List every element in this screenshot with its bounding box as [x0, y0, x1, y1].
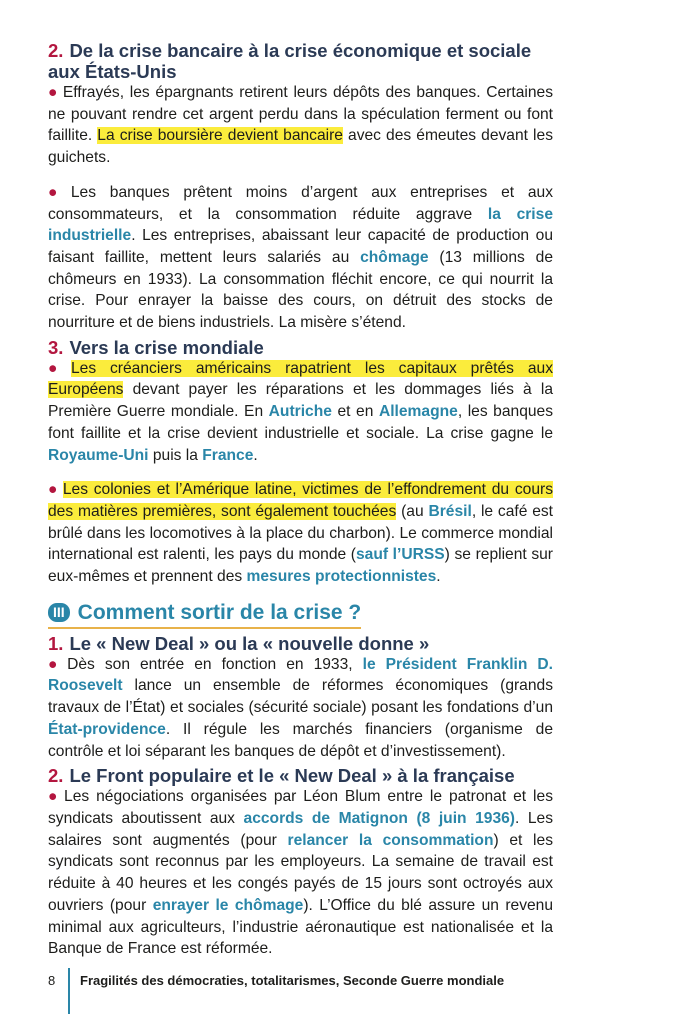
highlighted-text: Les créanciers américains rapatrient les capitaux prêtés aux Européens	[48, 359, 554, 399]
keyword: Allemagne	[378, 403, 458, 421]
keyword: France	[202, 446, 254, 464]
paragraph	[48, 654, 553, 763]
keyword: Autriche	[268, 403, 332, 421]
text: . Les entreprises, abaissant leur capacité de production ou faisant faillite, mettent leurs salariés au	[48, 227, 553, 266]
paragraph	[48, 82, 553, 169]
text: (13 millions de chômeurs en 1933). La consommation fléchit encore, ce qui nourrit la crise. Pour enrayer la baisse des cours, on détruit des stocks de nourriture et de biens industriels. La misère s’étend.	[48, 248, 553, 332]
section-number-badge: III	[48, 603, 70, 622]
heading-text: De la crise bancaire à la crise économique et sociale aux États-Unis	[48, 40, 532, 82]
subheading	[48, 765, 553, 786]
text: Les négociations organisées par Léon Blum entre le patronat et les syndicats aboutissent aux	[48, 788, 553, 827]
section-title: Comment sortir de la crise ?	[77, 600, 362, 624]
text: ) se replient sur eux-mêmes et prennent des	[48, 546, 553, 586]
keyword: relancer la consommation	[287, 831, 494, 849]
keyword: accords de Matignon (8 juin 1936)	[243, 809, 515, 827]
keyword: enrayer le chômage	[152, 896, 304, 914]
text: ) et les syndicats sont reconnus par les employeurs. La semaine de travail est réduite à 40 heures et les congés payés de 15 jours sont octroyés aux ouvriers (pour	[48, 831, 553, 914]
page-number: 8	[48, 973, 56, 988]
text: ). L’Office du blé assure un revenu minimal aux agriculteurs, l’industrie aéronautique est nationalisée et la Banque de France est réformée.	[48, 896, 554, 958]
heading-text: Vers la crise mondiale	[69, 336, 264, 358]
heading-number: 1.	[48, 632, 64, 654]
keyword: le Président Franklin D. Roosevelt	[48, 655, 553, 695]
chapter-title: Fragilités des démocraties, totalitarismes, Seconde Guerre mondiale	[80, 973, 505, 988]
paragraph	[48, 479, 553, 588]
bullet-icon: ●	[48, 481, 59, 499]
text: (au	[396, 502, 429, 520]
highlighted-text: Les colonies et l’Amérique latine, victimes de l’effondrement du cours des matières premières, sont également touchées	[48, 481, 553, 520]
spacer	[48, 469, 553, 479]
spacer	[48, 172, 553, 182]
keyword: État-providence	[48, 720, 166, 738]
text: .	[253, 446, 258, 464]
text: . Il régule les marchés financiers (organisme de contrôle et loi séparant les banques de dépôt et d’investissement).	[48, 720, 553, 760]
text: Les banques prêtent moins d’argent aux entreprises et aux consommateurs, et la consommation réduite aggrave	[48, 183, 554, 223]
paragraph	[48, 786, 553, 960]
text: avec des émeutes devant les guichets.	[48, 127, 553, 167]
text: Dès son entrée en fonction en 1933,	[67, 655, 363, 673]
keyword: chômage	[360, 248, 429, 266]
heading-text: Le Front populaire et le « New Deal » à la française	[69, 765, 515, 787]
subheading	[48, 633, 553, 654]
keyword: Brésil	[428, 502, 472, 520]
text: , les banques font faillite et la crise devient industrielle et sociale. La crise gagne le	[48, 403, 554, 442]
heading-number: 2.	[48, 765, 64, 787]
bullet-icon: ●	[48, 84, 59, 101]
highlighted-text: La crise boursière devient bancaire	[97, 127, 343, 145]
section-heading	[48, 601, 361, 629]
paragraph	[48, 182, 553, 334]
heading-number: 3.	[48, 336, 64, 358]
text: devant payer les réparations et les dommages liés à la Première Guerre mondiale. En	[48, 381, 553, 421]
heading-number: 2.	[48, 40, 64, 61]
page-footer	[48, 968, 504, 1014]
subheading	[48, 40, 553, 82]
subheading	[48, 337, 553, 358]
text: Effrayés, les épargnants retirent leurs dépôts des banques. Certaines ne pouvant rendre cet argent perdu dans la spéculation ferment ou font faillite.	[48, 84, 553, 145]
keyword: la crise industrielle	[48, 205, 553, 245]
text: puis la	[148, 446, 203, 464]
paragraph	[48, 358, 553, 467]
heading-text: Le « New Deal » ou la « nouvelle donne »	[69, 632, 430, 654]
text: lance un ensemble de réformes économiques (grands travaux de l’État) et sociales (sécurité sociale) posant les fondations d’un	[48, 677, 553, 717]
bullet-icon: ●	[48, 359, 67, 377]
text: . Les salaires sont augmentés (pour	[48, 809, 554, 849]
bullet-icon: ●	[48, 655, 64, 673]
text: .	[436, 568, 441, 586]
text: et en	[331, 403, 379, 421]
keyword: sauf l’URSS	[356, 546, 445, 564]
bullet-icon: ●	[48, 788, 61, 806]
bullet-icon: ●	[48, 183, 67, 201]
document-page	[48, 40, 553, 963]
keyword: mesures protectionnistes	[246, 568, 437, 586]
footer-divider	[68, 968, 70, 1014]
keyword: Royaume-Uni	[48, 446, 149, 464]
text: , le café est brûlé dans les locomotives à la place du charbon). Le commerce mondial international est ralenti, les pays du monde (	[48, 502, 554, 564]
